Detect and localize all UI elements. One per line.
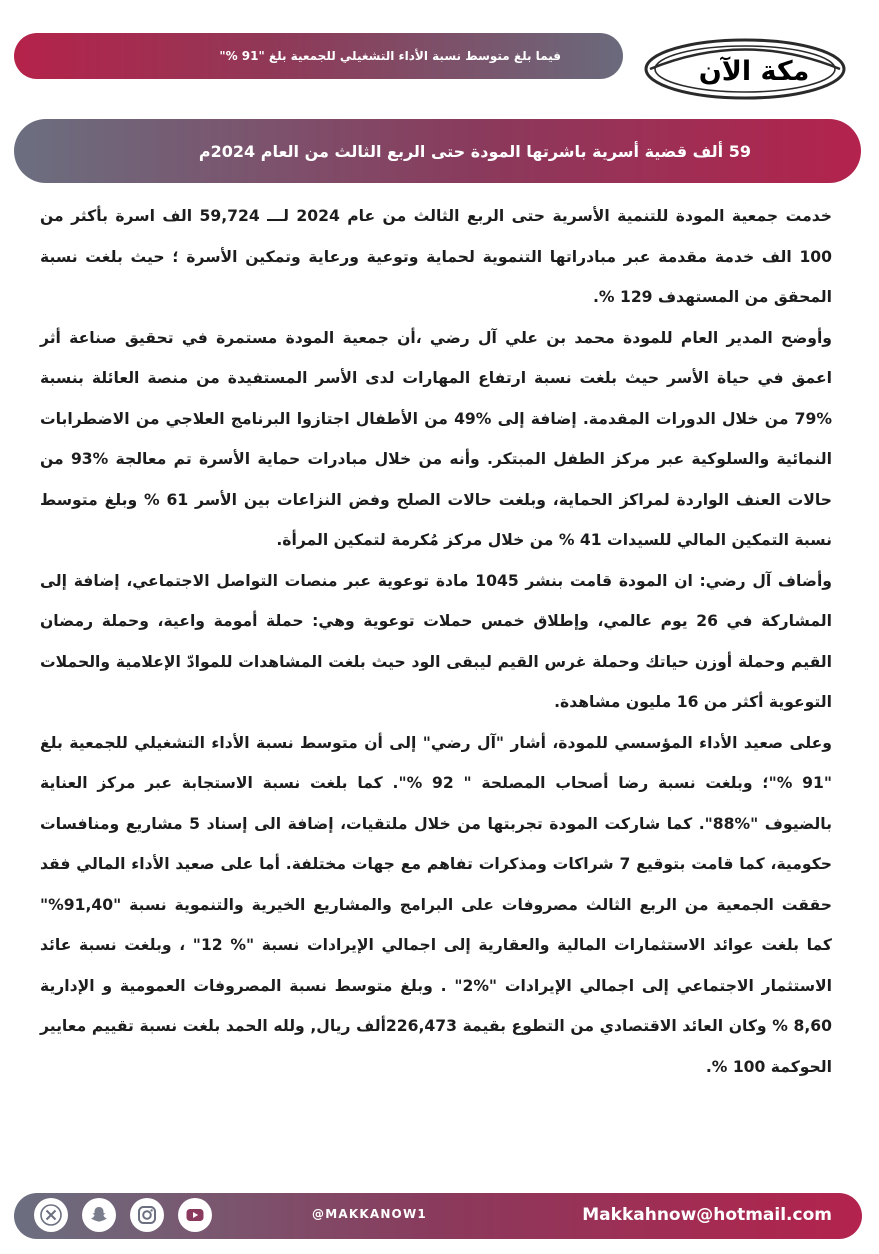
top-banner-text: فيما بلغ متوسط نسبة الأداء التشغيلي للجمعية بلغ "91 %" [219,49,561,63]
article-body [40,196,832,1087]
snapchat-icon[interactable] [82,1198,116,1232]
article-paragraph-2: وأوضح المدير العام للمودة محمد بن علي آل رضي ،أن جمعية المودة مستمرة في تحقيق صناعة أثر اعمق في حياة الأسر حيث بلغت نسبة ارتفاع المهارات لدى الأسر المستفيدة من منصة العائلة بنسبة %79 من خلال الدورات المقدمة. إضافة إلى %49 من الأطفال اجتازوا البرنامج العلاجي من الاضطرابات النمائية والسلوكية عبر مركز الطفل المبتكر. وأنه من خلال مبادرات حماية الأسرة تم معالجة %93 من حالات العنف الواردة لمراكز الحماية، وبلغت حالات الصلح وفض النزاعات بين الأسر 61 % وبلغ متوسط نسبة التمكين المالي للسيدات 41 % من خلال مركز مُكرمة لتمكين المرأة. [40,328,832,549]
article-paragraph-1: خدمت جمعية المودة للتنمية الأسرية حتى الربع الثالث من عام 2024 لـــ 59,724 الف اسرة بأكثر من 100 الف خدمة مقدمة عبر مبادراتها التنموية لحماية وتوعية ورعاية وتمكين الأسرة ؛ حيث بلغت نسبة المحقق من المستهدف 129 %. [40,207,832,306]
top-banner [14,33,623,79]
social-icons [34,1198,212,1232]
logo-text: مكة الآن [698,56,810,87]
article-paragraph-3: وأضاف آل رضي: ان المودة قامت بنشر 1045 مادة توعوية عبر منصات التواصل الاجتماعي، إضافة إلى المشاركة في 26 يوم عالمي، وإطلاق خمس حملات توعوية وهي: حملة أمومة واعية، وحملة رمضان القيم وحملة أوزن حياتك وحملة غرس القيم ليبقى الود حيث بلغت المشاهدات للموادّ الإعلامية والحملات التوعوية أكثر من 16 مليون مشاهدة. [40,571,832,711]
headline-title: 59 ألف قضية أسرية باشرتها المودة حتى الربع الثالث من العام 2024م [198,141,751,161]
youtube-icon[interactable] [178,1198,212,1232]
footer-bar [14,1193,862,1239]
contact-email[interactable]: Makkahnow@hotmail.com [582,1205,832,1225]
x-icon[interactable] [34,1198,68,1232]
site-logo[interactable] [642,36,848,102]
social-handle: @MAKKANOW1 [312,1207,427,1221]
headline-bar [14,119,861,183]
logo-graphic [642,36,848,102]
instagram-icon[interactable] [130,1198,164,1232]
article-paragraph-4: وعلى صعيد الأداء المؤسسي للمودة، أشار "آل رضي" إلى أن متوسط نسبة الأداء التشغيلي للجمعية بلغ "91 %"؛ وبلغت نسبة رضا أصحاب المصلحة " 92 %". كما بلغت نسبة الاستجابة عبر مركز العناية بالضيوف "%88". كما شاركت المودة تجربتها من خلال ملتقيات، إضافة الى إسناد 5 مشاريع ومنافسات حكومية، كما قامت بتوقيع 7 شراكات ومذكرات تفاهم مع جهات مختلفة. أما على صعيد الأداء المالي فقد حققت الجمعية من الربع الثالث مصروفات على البرامج والمشاريع الخيرية والتنموية نسبة "91,40%" كما بلغت عوائد الاستثمارات المالية والعقارية إلى اجمالي الإيرادات نسبة "% 12" ، وبلغت نسبة عائد الاستثمار الاجتماعي إلى اجمالي الإيرادات "%2" . وبلغ متوسط نسبة المصروفات العمومية و الإدارية 8,60 % وكان العائد الاقتصادي من التطوع بقيمة 226,473ألف ريال, ولله الحمد بلغت نسبة تقييم معايير الحوكمة 100 %. [40,733,833,1076]
